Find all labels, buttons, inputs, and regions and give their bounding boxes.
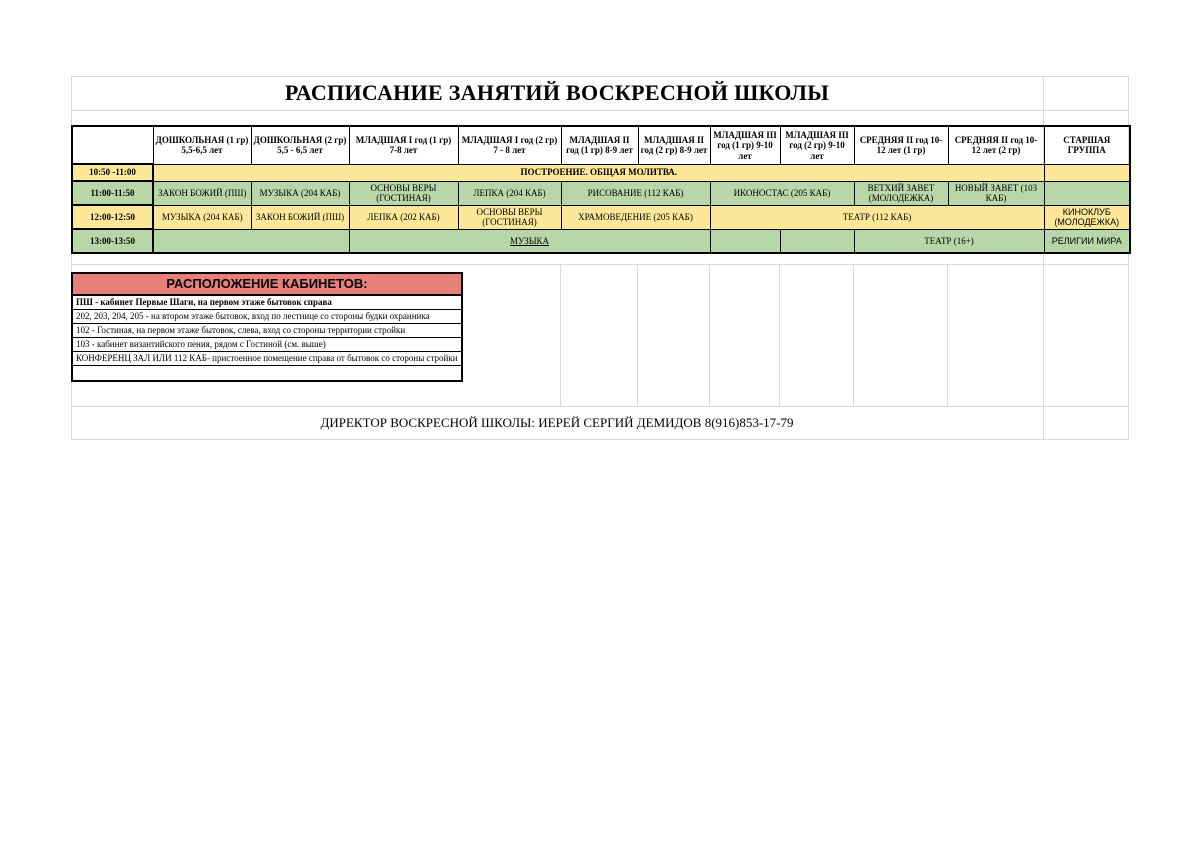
header-cell: МЛАДШАЯ I год (2 гр) 7 - 8 лет <box>458 126 561 164</box>
lesson-cell: ТЕАТР (112 КАБ) <box>710 205 1044 229</box>
location-item: 102 - Гостиная, на первом этаже бытовок, слева, вход со стороны территории стройки <box>73 324 461 338</box>
table-row <box>72 164 1130 181</box>
schedule-table <box>71 125 1131 254</box>
lesson-cell: ТЕАТР (16+) <box>854 229 1044 253</box>
header-cell: СТАРШАЯ ГРУППА <box>1044 126 1130 164</box>
time-cell: 12:00-12:50 <box>72 205 153 229</box>
header-cell: ДОШКОЛЬНАЯ (2 гр) 5,5 - 6,5 лет <box>251 126 349 164</box>
lesson-cell: ХРАМОВЕДЕНИЕ (205 КАБ) <box>561 205 710 229</box>
header-cell: СРЕДНЯЯ II год 10-12 лет (2 гр) <box>948 126 1044 164</box>
location-item: 103 - кабинет византийского пения, рядом с Гостиной (см. выше) <box>73 338 461 352</box>
location-item: КОНФЕРЕНЦ ЗАЛ ИЛИ 112 КАБ- пристоенное помещение справа от бытовок со стороны стройки <box>73 352 461 366</box>
page-title: РАСПИСАНИЕ ЗАНЯТИЙ ВОСКРЕСНОЙ ШКОЛЫ <box>284 80 830 105</box>
header-cell: МЛАДШАЯ III год (1 гр) 9-10 лет <box>710 126 780 164</box>
header-cell: МЛАДШАЯ I год (1 гр) 7-8 лет <box>349 126 458 164</box>
time-cell: 13:00-13:50 <box>72 229 153 253</box>
locations-title: РАСПОЛОЖЕНИЕ КАБИНЕТОВ: <box>73 274 461 296</box>
lesson-cell: ОСНОВЫ ВЕРЫ (ГОСТИНАЯ) <box>349 181 458 205</box>
table-row <box>72 205 1130 229</box>
lesson-cell: ЛЕПКА (202 КАБ) <box>349 205 458 229</box>
prayer-cell: ПОСТРОЕНИЕ. ОБЩАЯ МОЛИТВА. <box>153 164 1044 181</box>
time-cell: 11:00-11:50 <box>72 181 153 205</box>
lesson-cell: ЗАКОН БОЖИЙ (ПШ) <box>251 205 349 229</box>
empty-cell <box>1044 164 1130 181</box>
lesson-cell: МУЗЫКА <box>349 229 710 253</box>
lesson-cell: ЗАКОН БОЖИЙ (ПШ) <box>153 181 251 205</box>
table-row <box>72 229 1130 253</box>
empty-cell <box>1044 181 1130 205</box>
spreadsheet-page <box>71 76 1129 440</box>
header-row <box>72 126 1130 164</box>
table-row <box>72 181 1130 205</box>
lesson-cell: ЛЕПКА (204 КАБ) <box>458 181 561 205</box>
header-cell-empty <box>72 126 153 164</box>
lesson-cell: МУЗЫКА (204 КАБ) <box>153 205 251 229</box>
lesson-cell: НОВЫЙ ЗАВЕТ (103 КАБ) <box>948 181 1044 205</box>
empty-cell <box>780 229 854 253</box>
lesson-cell: ВЕТХИЙ ЗАВЕТ (МОЛОДЕЖКА) <box>854 181 948 205</box>
lesson-cell: РИСОВАНИЕ (112 КАБ) <box>561 181 710 205</box>
lesson-cell: РЕЛИГИИ МИРА <box>1044 229 1130 253</box>
lesson-cell: КИНОКЛУБ (МОЛОДЕЖКА) <box>1044 205 1130 229</box>
header-cell: ДОШКОЛЬНАЯ (1 гр) 5,5-6,5 лет <box>153 126 251 164</box>
lesson-cell: ОСНОВЫ ВЕРЫ (ГОСТИНАЯ) <box>458 205 561 229</box>
lesson-cell: МУЗЫКА (204 КАБ) <box>251 181 349 205</box>
locations-box <box>71 272 463 382</box>
location-item: ПШ - кабинет Первые Шаги, на первом этаже бытовок справа <box>73 296 461 310</box>
empty-cell <box>153 229 349 253</box>
empty-cell <box>710 229 780 253</box>
location-item: 202, 203, 204, 205 - на втором этаже бытовок, вход по лестнице со стороны будки охранника <box>73 310 461 324</box>
lesson-cell: ИКОНОСТАС (205 КАБ) <box>710 181 854 205</box>
header-cell: СРЕДНЯЯ II год 10-12 лет (1 гр) <box>854 126 948 164</box>
header-cell: МЛАДШАЯ II год (2 гр) 8-9 лет <box>638 126 710 164</box>
header-cell: МЛАДШАЯ III год (2 гр) 9-10 лет <box>780 126 854 164</box>
location-item <box>73 366 461 380</box>
director-footer: ДИРЕКТОР ВОСКРЕСНОЙ ШКОЛЫ: ИЕРЕЙ СЕРГИЙ ДЕМИДОВ 8(916)853-17-79 <box>320 415 794 430</box>
header-cell: МЛАДШАЯ II год (1 гр) 8-9 лет <box>561 126 638 164</box>
time-cell: 10:50 -11:00 <box>72 164 153 181</box>
